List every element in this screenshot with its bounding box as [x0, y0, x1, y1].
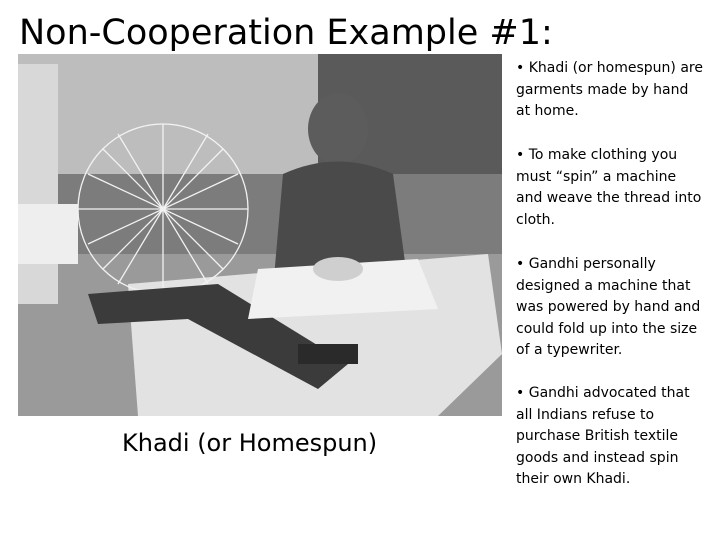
bullet-marker: • [516, 147, 525, 163]
bullet-marker: • [516, 385, 525, 401]
bullet-item [516, 254, 706, 362]
bullet-item [516, 383, 706, 491]
photo-caption: Khadi (or Homespun) [122, 429, 378, 457]
bullet-marker: • [516, 256, 525, 272]
bullet-text: Khadi (or homespun) are garments made by hand at home. [516, 60, 703, 120]
bullet-item [516, 145, 706, 231]
bullet-item [516, 58, 706, 123]
bullet-text: Gandhi personally designed a machine that was powered by hand and could fold up into the size of a typewriter. [516, 256, 701, 359]
bullet-text: To make clothing you must “spin” a machine and weave the thread into cloth. [516, 147, 702, 228]
spinning-wheel-photo [18, 54, 502, 416]
bullet-marker: • [516, 60, 525, 76]
slide-title: Non-Cooperation Example #1: [19, 13, 553, 53]
bullet-text: Gandhi advocated that all Indians refuse to purchase British textile goods and instead spin their own Khadi. [516, 385, 690, 488]
